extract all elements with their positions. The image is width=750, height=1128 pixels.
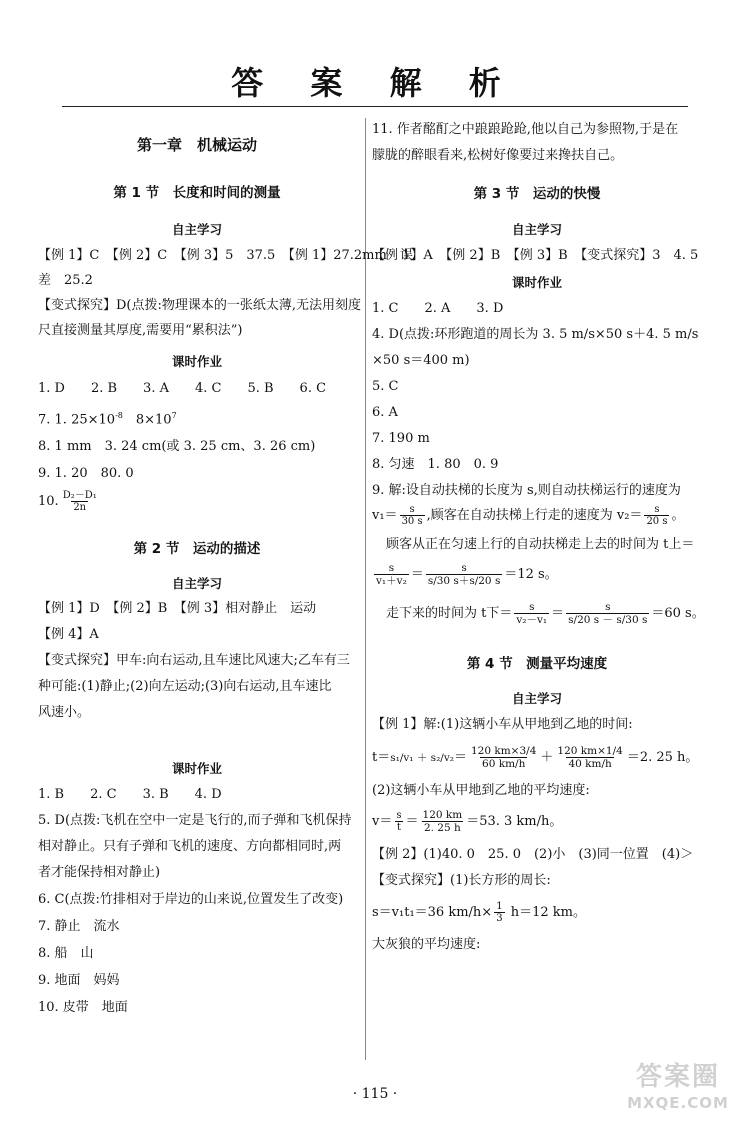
s4-t-expr: s₁/v₁ ＋ s₂/v₂ bbox=[390, 752, 454, 764]
s3-h9-v1-numerator: s bbox=[409, 504, 415, 515]
page-number: · 115 · bbox=[352, 1086, 398, 1102]
title-rule bbox=[62, 106, 688, 107]
s1-example-line-2: 差 25.2 bbox=[38, 273, 93, 288]
s4-t-numerator-1: 120 km×3/4 bbox=[470, 745, 537, 757]
s2-homework-5-line-1: 5. D(点拨:飞机在空中一定是飞行的,而子弹和飞机保持 bbox=[38, 813, 352, 829]
s3-h9-tup-numerator-2: s bbox=[461, 562, 467, 574]
s4-example-1-line-2 bbox=[372, 745, 702, 770]
page-title: 答 案 解 析 bbox=[231, 64, 519, 102]
s1-h7-exp1: -8 bbox=[115, 411, 123, 420]
s1-homework-7 bbox=[38, 407, 356, 428]
section-3-heading: 第 3 节 运动的快慢 bbox=[473, 186, 601, 202]
s4-t-denominator-2: 40 km/h bbox=[568, 758, 612, 770]
s2-homework-5-line-3: 者才能保持相对静止) bbox=[38, 865, 161, 881]
s3-homework-9-line-2 bbox=[372, 504, 702, 527]
chapter-heading: 第一章 机械运动 bbox=[136, 136, 257, 154]
s3-h9-tdown-pre: 走下来的时间为 t下＝ bbox=[386, 606, 513, 621]
s3-homework-4-line-1: 4. D(点拨:环形跑道的周长为 3. 5 m/s×50 s＋4. 5 m/s bbox=[372, 327, 699, 342]
s3-h9-v1: v₁＝ bbox=[372, 508, 398, 523]
s4-s-denominator: 3 bbox=[496, 913, 503, 924]
s1-h7-exp2: 7 bbox=[171, 411, 177, 420]
s3-homework-6: 6. A bbox=[372, 405, 398, 420]
section-2-homework-heading: 课时作业 bbox=[171, 761, 222, 777]
s4-example-1-line-3: (2)这辆小车从甲地到乙地的平均速度: bbox=[372, 783, 590, 798]
s3-h9-v1-denominator: 30 s bbox=[401, 516, 423, 527]
s3-homework-9-line-5 bbox=[372, 601, 705, 626]
s4-s-pre: s＝v₁t₁＝36 km/h× bbox=[372, 905, 493, 920]
s4-v-fraction-2 bbox=[421, 809, 465, 834]
s3-h9-tdown-eq: ＝ bbox=[551, 606, 565, 621]
s3-h9-end: 。 bbox=[671, 508, 685, 523]
s3-h9-tup-den-a: s/30 s bbox=[427, 575, 459, 587]
s4-v-result: ＝53. 3 km/h。 bbox=[466, 814, 563, 829]
section-4-self-study-heading: 自主学习 bbox=[511, 691, 562, 706]
s4-t-plus: ＋ bbox=[540, 750, 554, 765]
s4-t-denominator-1: 60 km/h bbox=[482, 758, 526, 770]
s3-homework-9-line-1: 9. 解:设自动扶梯的长度为 s,则自动扶梯运行的速度为 bbox=[372, 483, 681, 498]
s4-s-result: h＝12 km。 bbox=[506, 905, 586, 920]
s3-h9-tdown-result: ＝60 s。 bbox=[651, 606, 705, 621]
s2-homework-6: 6. C(点拨:竹排相对于岸边的山来说,位置发生了改变) bbox=[38, 892, 344, 908]
s1-homework-9: 9. 1. 20 80. 0 bbox=[38, 466, 134, 482]
s3-homework-5: 5. C bbox=[372, 379, 399, 394]
s4-v-eq: ＝ bbox=[405, 814, 419, 829]
s3-example-line-1: 【例 1】A 【例 2】B 【例 3】B 【变式探究】3 4. 5 bbox=[372, 248, 699, 263]
s3-h9-tup-numerator-1: s bbox=[388, 562, 395, 574]
s1-homework-1-6: 1. D 2. B 3. A 4. C 5. B 6. C bbox=[38, 381, 327, 396]
s4-example-1-line-1: 【例 1】解:(1)这辆小车从甲地到乙地的时间: bbox=[372, 717, 633, 732]
s4-variant-line-2 bbox=[372, 901, 702, 924]
s3-h9-v2-denominator: 20 s bbox=[646, 516, 668, 527]
s2-homework-8: 8. 船 山 bbox=[38, 946, 94, 962]
s2-example-line-1: 【例 1】D 【例 2】B 【例 3】相对静止 运动 bbox=[38, 601, 317, 617]
s3-h9-mid: ,顾客在自动扶梯上行走的速度为 v₂＝ bbox=[426, 508, 643, 523]
section-2-heading: 第 2 节 运动的描述 bbox=[133, 541, 261, 558]
s1-example-line-1: 【例 1】C 【例 2】C 【例 3】5 37.5 【例 1】27.2mm 误 bbox=[38, 248, 413, 263]
s3-h9-v2-numerator: s bbox=[654, 504, 660, 515]
section-4-heading: 第 4 节 测量平均速度 bbox=[466, 656, 608, 672]
s2-homework-5-line-2: 相对静止。只有子弹和飞机的速度、方向都相同时,两 bbox=[38, 839, 342, 855]
s4-v-numerator-2: 120 km bbox=[422, 809, 463, 821]
s3-h9-tdown-fraction-2 bbox=[566, 601, 649, 626]
s2-example-line-2: 【例 4】A bbox=[38, 627, 99, 643]
s4-v-denominator-2: 2. 25 h bbox=[423, 822, 461, 834]
s3-h9-tdown-numerator-1: s bbox=[529, 601, 535, 613]
s3-h9-tup-eq: ＝ bbox=[410, 567, 424, 582]
s4-example-2: 【例 2】(1)40. 0 25. 0 (2)小 (3)同一位置 (4)＞ bbox=[372, 847, 694, 862]
s3-h9-tup-result: ＝12 s。 bbox=[504, 567, 558, 582]
s3-h9-tdown-fraction-1 bbox=[514, 601, 549, 626]
s3-homework-1-3: 1. C 2. A 3. D bbox=[372, 301, 504, 316]
s3-h9-tdown-denominator-2: s/20 s － s/30 s bbox=[568, 614, 648, 626]
s1-homework-10 bbox=[38, 490, 356, 513]
s3-h9-tdown-denominator-1: v₂－v₁ bbox=[516, 614, 548, 626]
s3-h9-tdown-numerator-2: s bbox=[605, 601, 611, 613]
section-1-homework-heading: 课时作业 bbox=[171, 354, 222, 369]
watermark-top: 答案圈 bbox=[635, 1062, 720, 1092]
section-2-self-study-heading: 自主学习 bbox=[171, 576, 222, 592]
s1-h10-numerator: D₂－D₁ bbox=[62, 490, 97, 502]
s1-variant-line-1: 【变式探究】D(点拨:物理课本的一张纸太薄,无法用刻度 bbox=[38, 298, 362, 313]
right-column bbox=[372, 120, 705, 953]
watermark-logo bbox=[612, 1062, 744, 1122]
s3-homework-4-line-2: ×50 s＝400 m) bbox=[372, 353, 470, 368]
s2-variant-line-1: 【变式探究】甲车:向右运动,且车速比风速大;乙车有三 bbox=[38, 653, 350, 669]
s1-h7-a: 7. 1. 25×10 bbox=[38, 412, 116, 428]
watermark-bottom: MXQE.COM bbox=[627, 1094, 729, 1112]
s3-h9-tup-fraction-2 bbox=[426, 562, 503, 587]
s4-t-numerator-2: 120 km×1/4 bbox=[557, 745, 623, 757]
s2-homework-1-4: 1. B 2. C 3. B 4. D bbox=[38, 787, 222, 803]
s1-h10-prefix: 10. bbox=[38, 494, 59, 510]
s3-h9-tup-denominator-1: v₁＋v₂ bbox=[376, 575, 407, 587]
s4-example-1-line-4 bbox=[372, 809, 702, 834]
section-3-homework-heading: 课时作业 bbox=[511, 275, 562, 290]
section-1-self-study-heading: 自主学习 bbox=[171, 222, 222, 237]
s4-v-pre: v＝ bbox=[372, 814, 393, 829]
s2-variant-line-3: 风速小。 bbox=[38, 705, 91, 721]
s4-t-pre: t＝ bbox=[372, 750, 391, 765]
s4-v-fraction-1 bbox=[394, 810, 403, 833]
s4-t-fraction-1 bbox=[469, 745, 538, 770]
s1-h10-denominator: 2n bbox=[73, 502, 87, 514]
s4-variant-line-3: 大灰狼的平均速度: bbox=[372, 937, 481, 952]
s4-s-numerator: 1 bbox=[496, 901, 503, 912]
s3-h9-tup-denominator-2 bbox=[426, 574, 503, 587]
s4-t-result: ＝2. 25 h。 bbox=[626, 750, 699, 765]
s3-h9-tup-den-b: ＋s/20 s bbox=[458, 575, 501, 587]
s4-v-denominator-1: t bbox=[396, 822, 401, 833]
s3-h9-v2-fraction bbox=[644, 504, 669, 527]
s4-v-numerator-1: s bbox=[396, 810, 402, 821]
s2-variant-line-2: 种可能:(1)静止;(2)向左运动;(3)向右运动,且车速比 bbox=[38, 679, 332, 695]
s1-h7-b: 8×10 bbox=[122, 412, 172, 428]
s3-homework-9-line-4 bbox=[372, 562, 702, 587]
s3-homework-8: 8. 匀速 1. 80 0. 9 bbox=[372, 457, 499, 472]
section-3-self-study-heading: 自主学习 bbox=[511, 222, 562, 237]
s1-h10-fraction bbox=[61, 490, 99, 513]
s3-h9-tup-fraction-1 bbox=[374, 562, 409, 587]
s2-homework-9: 9. 地面 妈妈 bbox=[38, 973, 120, 989]
s4-s-fraction bbox=[494, 901, 504, 924]
s4-t-eq: ＝ bbox=[453, 750, 467, 765]
s1-variant-line-2: 尺直接测量其厚度,需要用“累积法”) bbox=[38, 323, 243, 338]
s3-homework-9-line-3: 顾客从正在匀速上行的自动扶梯走上去的时间为 t上＝ bbox=[386, 537, 695, 552]
s2-homework-10: 10. 皮带 地面 bbox=[38, 1000, 128, 1016]
s1-homework-8: 8. 1 mm 3. 24 cm(或 3. 25 cm、3. 26 cm) bbox=[38, 439, 316, 455]
q11-line-2: 朦胧的醉眼看来,松树好像要过来搀扶自己。 bbox=[372, 148, 624, 163]
s2-homework-7: 7. 静止 流水 bbox=[38, 919, 120, 935]
section-1-heading: 第 1 节 长度和时间的测量 bbox=[113, 185, 281, 201]
q11-line-1: 11. 作者酩酊之中踉踉跄跄,他以自己为参照物,于是在 bbox=[372, 122, 679, 137]
s3-homework-7: 7. 190 m bbox=[372, 431, 430, 446]
s4-t-fraction-2 bbox=[555, 745, 624, 770]
s4-variant-line-1: 【变式探究】(1)长方形的周长: bbox=[372, 873, 551, 888]
s3-h9-v1-fraction bbox=[400, 504, 425, 527]
